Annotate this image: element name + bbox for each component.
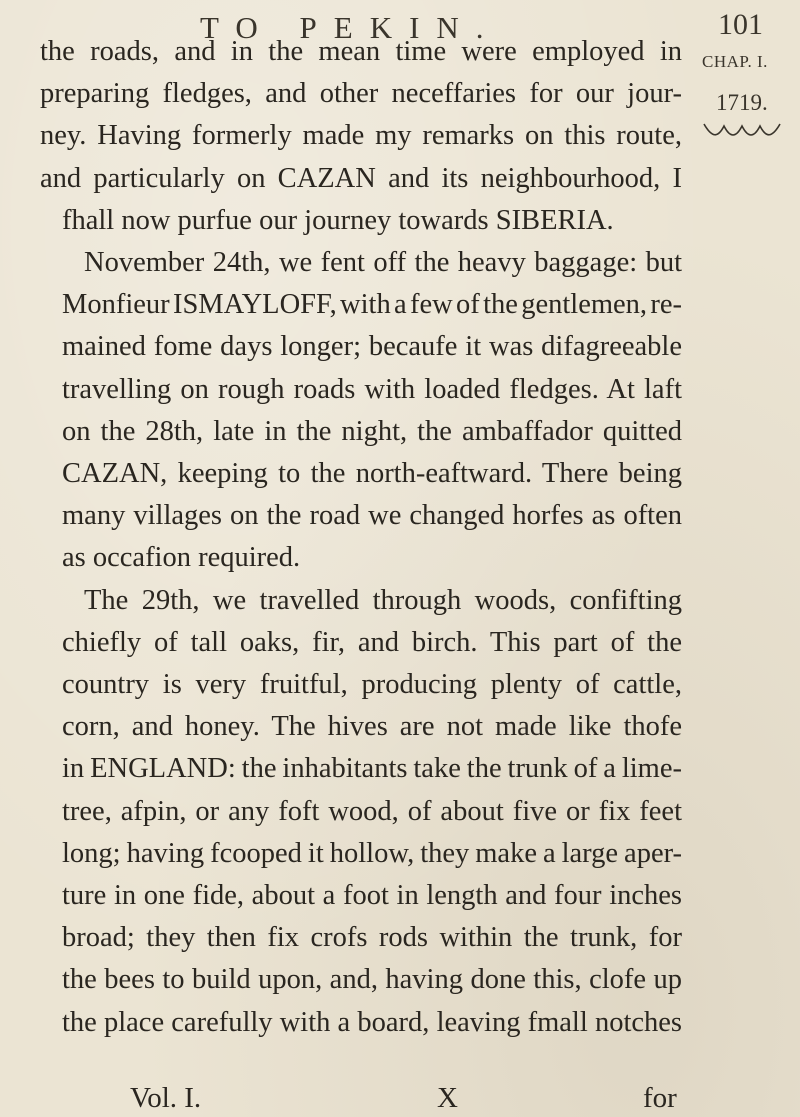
page-number: 101 bbox=[718, 8, 763, 41]
text-line: as occafion required. bbox=[62, 542, 301, 574]
text-line: in ENGLAND: the inhabitants take the trunk of a lime- bbox=[62, 753, 682, 785]
text-line: Monfieur ISMAYLOFF, with a few of the gentlemen, re- bbox=[62, 289, 682, 321]
text-line: ney. Having formerly made my remarks on this route, bbox=[40, 120, 682, 152]
volume-signature: Vol. I. bbox=[130, 1082, 202, 1114]
text-line: fhall now purfue our journey towards SIBERIA. bbox=[62, 204, 614, 236]
text-line: the place carefully with a board, leaving fmall notches bbox=[62, 1006, 682, 1038]
text-line: tree, afpin, or any foft wood, of about five or fix feet bbox=[62, 795, 682, 827]
text-line: the bees to build upon, and, having done this, clofe up bbox=[62, 964, 682, 996]
text-line: mained fome days longer; becaufe it was difagreeable bbox=[62, 331, 682, 363]
margin-flourish-ornament bbox=[700, 118, 790, 140]
text-line: the roads, and in the mean time were employed in bbox=[40, 36, 682, 67]
text-line: broad; they then fix crofs rods within the trunk, for bbox=[62, 922, 682, 954]
catchword: for bbox=[643, 1082, 677, 1114]
text-line: November 24th, we fent off the heavy baggage: but bbox=[84, 247, 682, 278]
text-line: travelling on rough roads with loaded fledges. At laft bbox=[62, 373, 682, 405]
text-line: long; having fcooped it hollow, they make a large aper- bbox=[62, 837, 682, 869]
text-line: preparing fledges, and other neceffaries for our jour- bbox=[40, 78, 682, 110]
margin-year-note: 1719. bbox=[716, 90, 768, 115]
text-line: and particularly on CAZAN and its neighbourhood, I bbox=[40, 162, 682, 194]
text-line: on the 28th, late in the night, the ambaffador quitted bbox=[62, 415, 682, 447]
running-head: TO PEKIN. bbox=[200, 10, 501, 45]
text-line: corn, and honey. The hives are not made like thofe bbox=[62, 711, 682, 743]
text-line: The 29th, we travelled through woods, confifting bbox=[84, 584, 682, 616]
text-line: CAZAN, keeping to the north-eaftward. There being bbox=[62, 458, 682, 489]
margin-chapter-note: CHAP. I. bbox=[702, 52, 768, 71]
text-line: ture in one fide, about a foot in length and four inches bbox=[62, 880, 682, 911]
text-line: chiefly of tall oaks, fir, and birch. This part of the bbox=[62, 626, 682, 658]
text-line: country is very fruitful, producing plenty of cattle, bbox=[62, 669, 682, 700]
signature-mark: X bbox=[437, 1082, 458, 1114]
text-line: many villages on the road we changed horfes as often bbox=[62, 500, 682, 532]
